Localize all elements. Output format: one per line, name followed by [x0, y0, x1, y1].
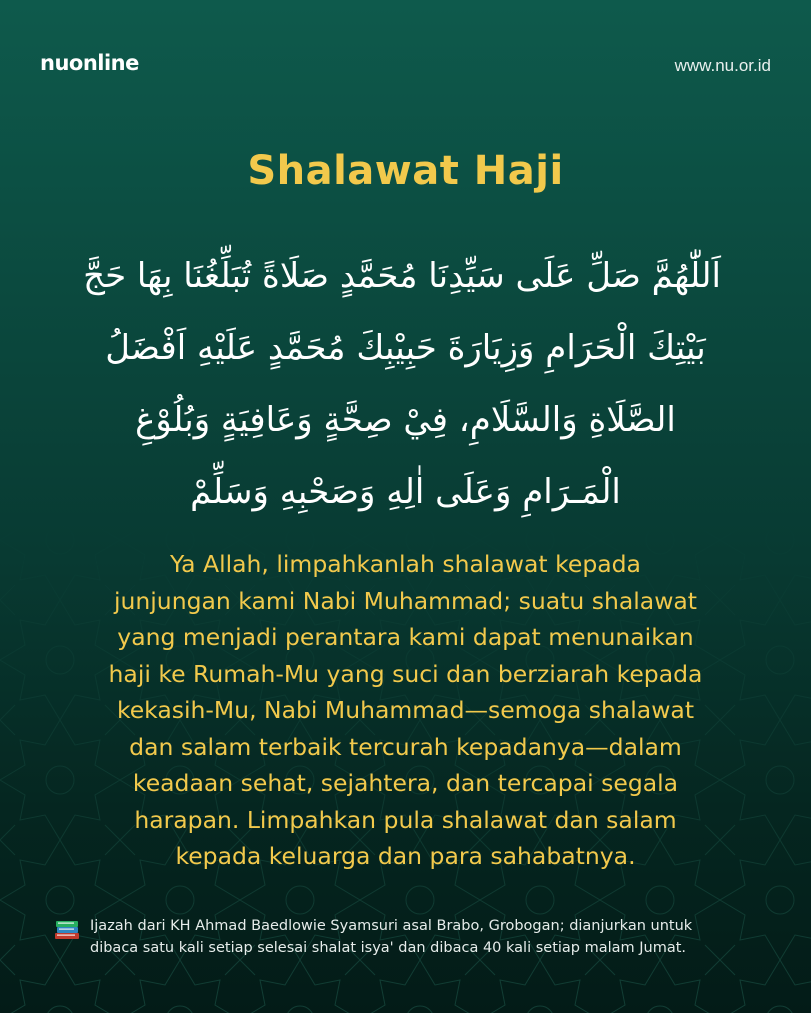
translation-line: harapan. Limpahkan pula shalawat dan salam [134, 805, 677, 834]
indonesian-translation [90, 546, 721, 875]
arabic-line: الْمَـرَامِ وَعَلَى اٰلِهِ وَصَحْبِهِ وَسَلِّمْ [190, 472, 621, 512]
arabic-line: اَللّٰهُمَّ صَلِّ عَلَى سَيِّدِنَا مُحَمَّدٍ صَلَاةً تُبَلِّغُنَا بِهَا حَجَّ [83, 256, 721, 296]
translation-line: Ya Allah, limpahkanlah shalawat kepada [170, 550, 641, 578]
translation-line: junjungan kami Nabi Muhammad; suatu shalawat [113, 586, 698, 615]
translation-line: keadaan sehat, sejahtera, dan tercapai segala [132, 769, 679, 797]
translation-line: dan salam terbaik tercurah kepadanya—dalam [129, 732, 682, 761]
nu-online-logo [40, 48, 139, 78]
arabic-prayer-text [83, 240, 721, 528]
note-text [90, 915, 692, 959]
translation-line: yang menjadi perantara kami dapat menunaikan [117, 623, 694, 651]
page-title: Shalawat Haji [247, 148, 564, 194]
arabic-line: الصَّلَاةِ وَالسَّلَامِ، فِيْ صِحَّةٍ وَعَافِيَةٍ وَبُلُوْغِ [135, 400, 676, 440]
source-note [54, 915, 754, 959]
translation-line: kepada keluarga dan para sahabatnya. [175, 842, 636, 870]
website-url: www.nu.or.id [674, 56, 771, 75]
arabic-line: بَيْتِكَ الْحَرَامِ وَزِيَارَةَ حَبِيْبِكَ مُحَمَّدٍ عَلَيْهِ اَفْضَلُ [105, 328, 706, 368]
translation-line: kekasih-Mu, Nabi Muhammad—semoga shalawat [116, 696, 695, 724]
note-line: Ijazah dari KH Ahmad Baedlowie Syamsuri asal Brabo, Grobogan; dianjurkan untuk [90, 918, 693, 934]
logo-text: nuonline [40, 51, 139, 75]
translation-line: haji ke Rumah-Mu yang suci dan berziarah kepada [108, 659, 703, 688]
note-line: dibaca satu kali setiap selesai shalat isya' dan dibaca 40 kali setiap malam Jumat. [90, 940, 687, 956]
books-icon [54, 918, 80, 940]
